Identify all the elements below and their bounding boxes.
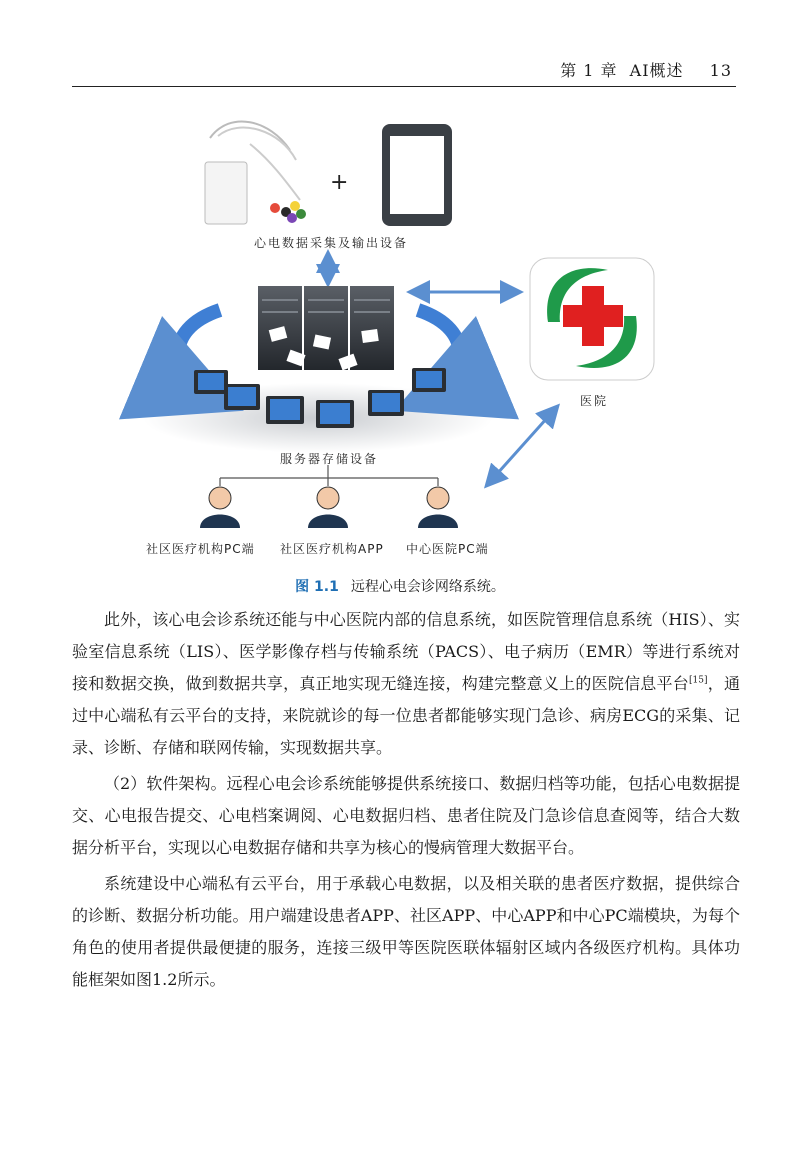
devices-label: 心电数据采集及输出设备 xyxy=(254,236,409,250)
chapter-title: AI概述 xyxy=(629,61,684,80)
paragraph-1-part-b: ，通过中心端私有云平台的支持，来院就诊的每一位患者都能够实现门急诊、病房ECG的采集、记录、诊断、存储和联网传输，实现数据共享。 xyxy=(72,674,740,757)
page-header xyxy=(72,50,736,87)
plus-sign: + xyxy=(330,170,351,195)
paragraph-3: 系统建设中心端私有云平台，用于承载心电数据，以及相关联的患者医疗数据，提供综合的诊断、数据分析功能。用户端建设患者APP、社区APP、中心APP和中心PC端模块，为每个角色的使用者提供最便捷的服务，连接三级甲等医院医联体辐射区域内各级医疗机构。具体功能框架如图1.2所示。 xyxy=(72,874,740,989)
endpoint-tree xyxy=(220,465,438,486)
tablet-icon xyxy=(382,124,452,226)
ecg-device-icon xyxy=(205,121,306,224)
paragraph-2: （2）软件架构。远程心电会诊系统能够提供系统接口、数据归档等功能，包括心电数据提交、心电报告提交、心电档案调阅、心电数据归档、患者住院及门急诊信息查阅等，结合大数据分析平台，实现以心电数据存储和共享为核心的慢病管理大数据平台。 xyxy=(72,774,740,857)
endpoint-label-community-app: 社区医疗机构APP xyxy=(280,542,384,556)
running-head xyxy=(554,58,732,81)
caption-number: 图 1.1 xyxy=(295,579,339,595)
chapter-number: 第 1 章 xyxy=(560,61,618,80)
figure-caption xyxy=(0,576,800,596)
paragraph-1 xyxy=(72,604,740,764)
endpoint-label-center-pc: 中心医院PC端 xyxy=(406,542,489,556)
hospital-endpoint-arrow xyxy=(488,408,556,484)
person-icon xyxy=(308,487,348,528)
servers-label: 服务器存储设备 xyxy=(280,452,379,466)
hospital-label: 医院 xyxy=(580,394,609,408)
page-number: 13 xyxy=(709,61,732,80)
person-icon xyxy=(200,487,240,528)
figure-1-1 xyxy=(100,100,700,570)
reference-marker: [15] xyxy=(689,675,708,686)
person-icon xyxy=(418,487,458,528)
hospital-icon xyxy=(530,258,654,380)
body-text xyxy=(72,604,740,1000)
paragraph-1-part-a: 此外，该心电会诊系统还能与中心医院内部的信息系统，如医院管理信息系统（HIS）、实验室信息系统（LIS）、医学影像存档与传输系统（PACS）、电子病历（EMR）等进行系统对接和数据交换，做到数据共享，真正地实现无缝连接，构建完整意义上的医院信息平台 xyxy=(72,610,740,693)
caption-text: 远程心电会诊网络系统。 xyxy=(350,579,505,595)
network-diagram xyxy=(100,100,700,570)
endpoint-label-community-pc: 社区医疗机构PC端 xyxy=(146,542,255,556)
